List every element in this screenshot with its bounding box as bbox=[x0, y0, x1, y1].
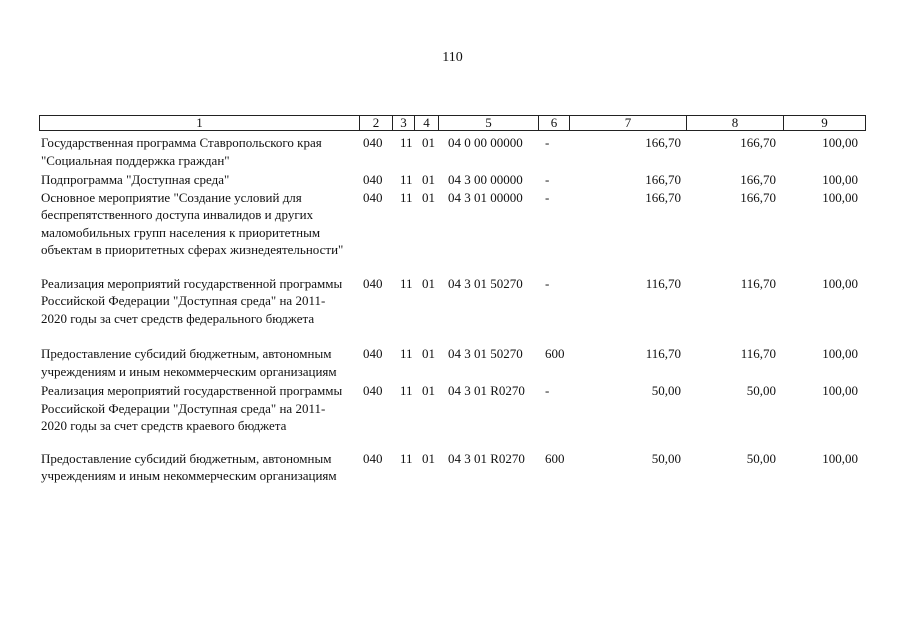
column-header-8: 8 bbox=[687, 116, 784, 131]
row-name: Предоставление субсидий бюджетным, автономным учреждениям и иным некоммерческим организациям bbox=[41, 450, 337, 483]
column-header-9: 9 bbox=[784, 116, 866, 131]
row-code-subsection: 01 bbox=[422, 172, 435, 187]
table-row bbox=[39, 171, 865, 189]
column-header-3: 3 bbox=[393, 116, 415, 131]
row-value-9: 100,00 bbox=[822, 189, 858, 205]
row-value-9: 100,00 bbox=[822, 135, 858, 150]
row-value-9: 100,00 bbox=[822, 172, 858, 187]
row-code-subsection: 01 bbox=[422, 135, 435, 150]
row-name: Подпрограмма "Доступная среда" bbox=[41, 172, 230, 187]
row-value-8: 50,00 bbox=[746, 450, 776, 466]
row-value-7: 166,70 bbox=[645, 172, 681, 187]
row-code-ministry: 040 bbox=[363, 172, 383, 187]
row-value-8: 116,70 bbox=[740, 346, 776, 361]
row-code-target: 04 3 01 50270 bbox=[448, 275, 523, 291]
row-code-section: 11 bbox=[400, 189, 413, 205]
row-code-section: 11 bbox=[400, 450, 413, 466]
row-code-target: 04 3 00 00000 bbox=[448, 172, 523, 187]
row-code-target: 04 3 01 R0270 bbox=[448, 383, 525, 398]
table-row bbox=[39, 189, 865, 259]
column-header-5: 5 bbox=[439, 116, 539, 131]
row-value-8: 166,70 bbox=[740, 189, 776, 205]
row-name: Реализация мероприятий государственной программы Российской Федерации "Доступная среда" на 2011-2020 годы за счет средств федерального бюджета bbox=[41, 275, 343, 326]
row-code-ministry: 040 bbox=[363, 135, 383, 150]
row-code-expense-type: - bbox=[545, 172, 550, 187]
row-code-section: 11 bbox=[400, 275, 413, 291]
column-header-6: 6 bbox=[539, 116, 570, 131]
row-code-expense-type: - bbox=[545, 275, 550, 291]
table-row bbox=[39, 275, 865, 328]
row-value-9: 100,00 bbox=[822, 450, 858, 466]
row-name: Основное мероприятие "Создание условий для беспрепятственного доступа инвалидов и других маломобильных групп населения к приоритетным объектам в приоритетных сферах жизнедеятельности" bbox=[41, 189, 344, 257]
row-code-subsection: 01 bbox=[422, 189, 435, 205]
table-row bbox=[39, 345, 865, 380]
table-row bbox=[39, 382, 865, 435]
row-value-8: 116,70 bbox=[740, 275, 776, 291]
row-value-8: 166,70 bbox=[740, 172, 776, 187]
column-header-4: 4 bbox=[415, 116, 439, 131]
row-value-7: 50,00 bbox=[651, 450, 681, 466]
row-value-9: 100,00 bbox=[822, 346, 858, 361]
column-header-2: 2 bbox=[360, 116, 393, 131]
row-value-8: 166,70 bbox=[740, 135, 776, 150]
row-value-8: 50,00 bbox=[746, 383, 776, 398]
row-code-ministry: 040 bbox=[363, 450, 383, 466]
row-code-ministry: 040 bbox=[363, 275, 383, 291]
row-value-9: 100,00 bbox=[822, 275, 858, 291]
row-name: Реализация мероприятий государственной программы Российской Федерации "Доступная среда" на 2011-2020 годы за счет средств краевого бюджета bbox=[41, 383, 343, 433]
row-code-expense-type: - bbox=[545, 189, 550, 205]
column-header-row bbox=[39, 115, 866, 131]
row-name: Государственная программа Ставропольского края "Социальная поддержка граждан" bbox=[41, 135, 322, 168]
table-row bbox=[39, 450, 865, 485]
row-value-7: 116,70 bbox=[645, 275, 681, 291]
table-row bbox=[39, 134, 865, 169]
row-code-ministry: 040 bbox=[363, 346, 383, 361]
row-code-expense-type: 600 bbox=[545, 450, 565, 466]
row-code-section: 11 bbox=[400, 172, 413, 187]
row-code-target: 04 3 01 R0270 bbox=[448, 450, 525, 466]
row-code-target: 04 3 01 00000 bbox=[448, 189, 523, 205]
row-code-subsection: 01 bbox=[422, 450, 435, 466]
row-code-subsection: 01 bbox=[422, 346, 435, 361]
row-code-section: 11 bbox=[400, 135, 413, 150]
row-code-subsection: 01 bbox=[422, 383, 435, 398]
row-value-7: 116,70 bbox=[645, 346, 681, 361]
row-code-expense-type: 600 bbox=[545, 346, 565, 361]
row-code-expense-type: - bbox=[545, 135, 550, 150]
row-value-7: 166,70 bbox=[645, 135, 681, 150]
row-code-section: 11 bbox=[400, 383, 413, 398]
column-header-1: 1 bbox=[40, 116, 360, 131]
row-code-target: 04 0 00 00000 bbox=[448, 135, 523, 150]
row-name: Предоставление субсидий бюджетным, автономным учреждениям и иным некоммерческим организациям bbox=[41, 346, 337, 379]
row-code-ministry: 040 bbox=[363, 189, 383, 205]
column-header-7: 7 bbox=[570, 116, 687, 131]
row-code-target: 04 3 01 50270 bbox=[448, 346, 523, 361]
table-body bbox=[39, 134, 865, 485]
row-value-9: 100,00 bbox=[822, 383, 858, 398]
row-code-ministry: 040 bbox=[363, 383, 383, 398]
row-code-section: 11 bbox=[400, 346, 413, 361]
row-code-expense-type: - bbox=[545, 383, 550, 398]
page-number: 110 bbox=[442, 50, 463, 65]
row-value-7: 50,00 bbox=[651, 383, 681, 398]
row-value-7: 166,70 bbox=[645, 189, 681, 205]
row-code-subsection: 01 bbox=[422, 275, 435, 291]
